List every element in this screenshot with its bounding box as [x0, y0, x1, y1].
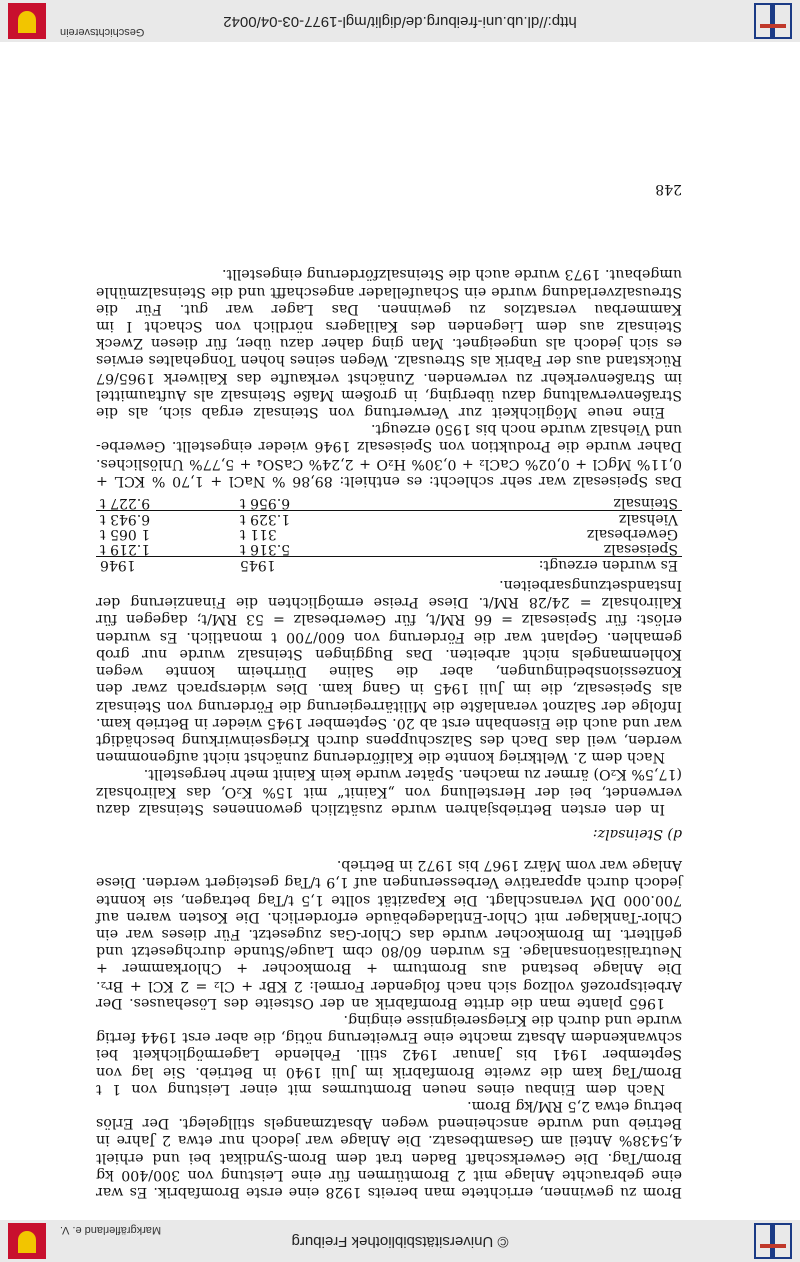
paragraph: In den ersten Betriebsjahren wurde zusätzlich gewonnenes Steinsalz dazu verwendet, bei der Herstellung von „Kainit“ mit 15% K₂O, das Kalirohsalz (17,5% K₂O) ärmer zu machen. Später wurde kein Kainit mehr hergestellt. [96, 766, 682, 817]
table-cell: 1.329 t [239, 510, 291, 527]
table-cell: Gewerbesalz [586, 525, 678, 542]
page-url-link[interactable]: http://dl.ub.uni-freiburg.de/diglit/mgl-1977-03-04/0042 [223, 13, 577, 30]
table-row [96, 510, 682, 526]
university-logo-icon [754, 3, 792, 39]
table-cell: 1.219 t [100, 540, 151, 557]
paragraph: Brom zu gewinnen, errichtete man bereits 1928 eine erste Bromfabrik. Es war eine gebrauchte Anlage mit 2 Bromtürmen für eine Leistung von 300/400 kg Brom/Tag. Die Gewerkschaft Baden trat dem Brom-Syndikat bei und erhielt 4,5438% Anteil am Gesamtbesatz. Die Anlage war jedoch nur etwa 2 Jahre in Betrieb und wurde anscheinend wegen Absatzmangels stillgelegt. Der Erlös betrug etwa 2,5 RM/kg Brom. [96, 1097, 682, 1200]
table-cell: 9.227 t [96, 495, 236, 511]
paragraph: Nach dem Einbau eines neuen Bromturmes mit einer Leistung von 1 t Brom/Tag kam die zweite Bromfabrik im Juli 1940 in Betrieb. Sie lag von September 1941 bis Januar 1942 still. Fehlende Lagermöglichkeit bei schwankendem Absatz machte eine Erweiterung nötig, die aber erst 1944 fertig wurde und durch die Kriegsereignisse einging. [96, 1011, 682, 1097]
viewer-url-strip [0, 0, 800, 42]
paragraph: Eine neue Möglichkeit zur Verwertung von Steinsalz ergab sich, als die Straßenverwaltung dazu überging, in großem Maße Steinsalz als Auftaumittel im Straßenverkehr zu verwenden. Zunächst verkaufte das Kaliwerk 1965/67 Rückstand aus der Fabrik als Streusalz. Wegen seines hohen Tongehaltes erwies es sich jedoch als ungeeignet. Man ging daher dazu über, für diesen Zweck Steinsalz aus dem Liegenden des Kalilagers nördlich von Schacht I im Kammerbau versatzlos zu gewinnen. Das Lager war gut. Für die Streusalzverladung wurde ein Schaufellader angeschafft und die Steinsalzmühle umgebaut. 1973 wurde auch die Steinsalzförderung eingestellt. [96, 266, 682, 421]
table-row [96, 541, 682, 557]
table-cell: Steinsalz [376, 495, 682, 511]
paragraph: Das Speisesalz war sehr schlecht: es enthielt: 89,86 % NaCl + 1,70 % KCL + 0,11% MgCl + 0,02% CaCl₂ + 0,30% H₂O + 2,24% CaSO₄ + 5,77% Unlösliches. Daher wurde die Produktion von Speisesalz 1946 wieder eingestellt. Gewerbe- und Viehsalz wurde noch bis 1950 erzeugt. [96, 421, 682, 489]
table-header-row [96, 556, 682, 572]
table-row [96, 526, 682, 541]
table-row [96, 495, 682, 511]
table-cell: 6.943 t [100, 510, 151, 527]
table-cell: 1 065 t [100, 525, 151, 542]
partner-short-text: Geschichtsverein [60, 26, 145, 38]
viewer-footer-strip [0, 1220, 800, 1262]
table-header-cell: 1946 [96, 556, 236, 572]
table-cell: 6.956 t [236, 495, 376, 511]
partner-text: Markgräflerland e. V. [60, 1224, 162, 1236]
table-cell: Viehsalz [618, 510, 678, 527]
page-number: 248 [655, 181, 682, 197]
table-header-cell: 1945 [236, 556, 376, 572]
table-header-cell: Es wurden erzeugt: [376, 556, 682, 572]
table-cell: 311 t [239, 525, 277, 542]
table-cell: 5.316 t [239, 540, 291, 557]
paragraph: Nach dem 2. Weltkrieg konnte die Kaliförderung zunächst nicht aufgenommen werden, weil das Dach des Salzschuppens durch Kriegseinwirkung beschädigt war und auch die Eisenbahn erst ab 20. September 1945 wieder in Betrieb kam. Infolge der Salznot veranlaßte die Militärregierung die Förderung von Steinsalz als Speisesalz, die im Juli 1945 in Gang kam. Dies widersprach zwar den Konzessionsbedingungen, aber die Saline Dürrheim konnte wegen Kohlenmangels nicht arbeiten. Das Buggingen Steinsalz wurde nur grob gemahlen. Geplant war die Förderung von 600/700 t monatlich. Es wurden erlöst: für Speisesalz = 66 RM/t, für Gewerbesalz = 53 RM/t; dagegen für Kalirohsalz = 24/28 RM/t. Diese Preise ermöglichten die Finanzierung der Instandsetzungsarbeiten. [96, 577, 682, 766]
paragraph: 1965 plante man die dritte Bromfabrik an der Ostseite des Lösehauses. Der Arbeitsprozeß vollzog sich nach folgender Formel: 2 KBr + Cl₂ = 2 KCl + Br₂. Die Anlage bestand aus Bromturm + Bromkocher + Chlorkammer + Neutralisationsanlage. Es wurden 60/80 cbm Lauge/Stunde durchgesetzt und gefiltert. Im Bromkocher wurde das Chlor-Gas zugesetzt. Für dieses war ein Chlor-Tanklager mit Chlor-Entladegebäude erforderlich. Die Kosten waren auf 700.000 DM veranschlagt. Die Kapazität sollte 1,5 t/Tag betragen, sie konnte jedoch durch apparative Verbesserungen auf 1,9 t/Tag gesteigert werden. Diese Anlage war vom März 1967 bis 1972 in Betrieb. [96, 857, 682, 1011]
society-logo-icon [8, 1223, 46, 1259]
copyright-text: © Universitätsbibliothek Freiburg [291, 1233, 509, 1250]
table-cell: Speisesalz [603, 540, 678, 557]
page-text-body [96, 265, 682, 1200]
section-heading: d) Steinsalz: [592, 825, 682, 842]
production-table [96, 495, 682, 572]
